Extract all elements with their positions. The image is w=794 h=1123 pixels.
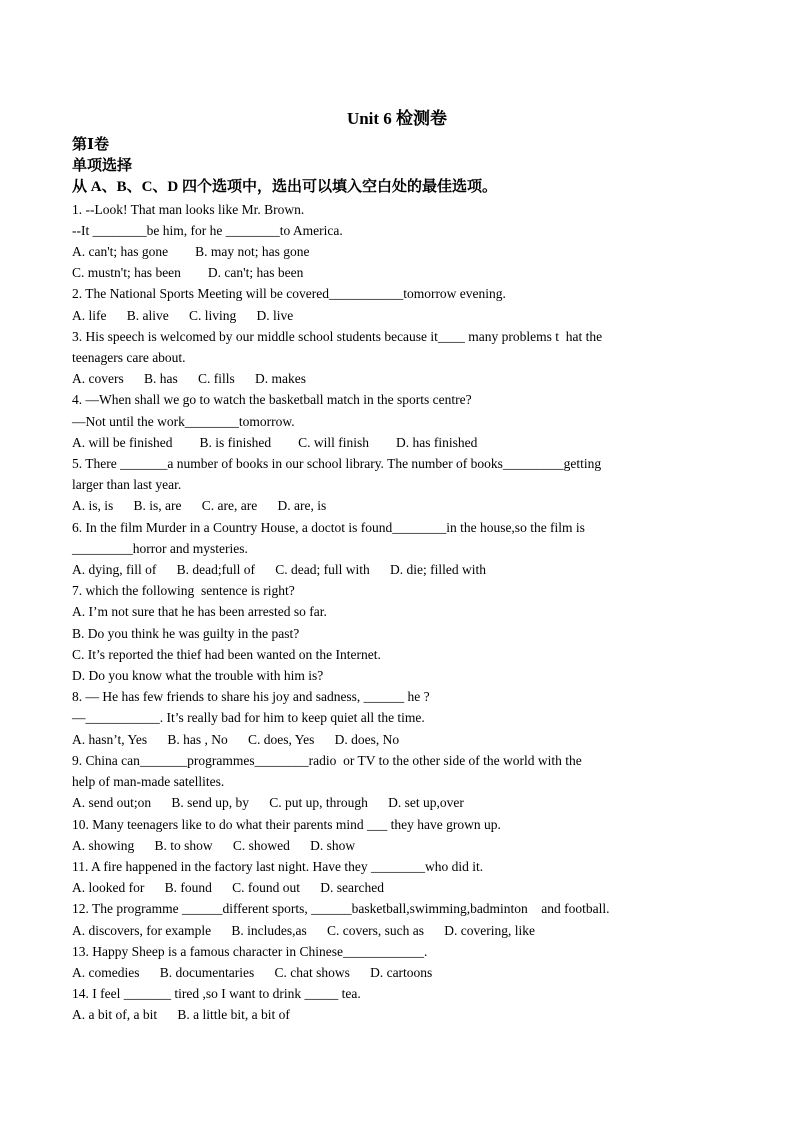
text-line: 9. China can_______programmes________radio or TV to the other side of the world with the bbox=[72, 752, 582, 768]
text-line: larger than last year. bbox=[72, 477, 182, 493]
text-line: 3. His speech is welcomed by our middle school students because it____ many problems t hat the bbox=[72, 328, 603, 344]
text-line: A. will be finished B. is finished C. will finish D. has finished bbox=[72, 434, 478, 450]
text-line: help of man-made satellites. bbox=[72, 774, 225, 790]
text-line: 13. Happy Sheep is a famous character in Chinese____________. bbox=[72, 943, 428, 959]
text-line: —Not until the work________tomorrow. bbox=[72, 413, 295, 429]
text-line: D. Do you know what the trouble with him is? bbox=[72, 668, 324, 684]
text-line: A. comedies B. documentaries C. chat shows D. cartoons bbox=[72, 964, 433, 980]
text-line: A. a bit of, a bit B. a little bit, a bit of bbox=[72, 1007, 290, 1023]
text-line: A. looked for B. found C. found out D. searched bbox=[72, 880, 384, 896]
text-line: C. mustn't; has been D. can't; has been bbox=[72, 265, 304, 281]
text-line: 11. A fire happened in the factory last night. Have they ________who did it. bbox=[72, 858, 484, 874]
text-line: A. covers B. has C. fills D. makes bbox=[72, 371, 306, 387]
page-title: Unit 6 检测卷 bbox=[346, 109, 448, 128]
text-line: teenagers care about. bbox=[72, 350, 186, 366]
text-line: 4. —When shall we go to watch the basketball match in the sports centre? bbox=[72, 392, 472, 408]
text-line: --It ________be him, for he ________to America. bbox=[72, 222, 343, 238]
text-line: A. send out;on B. send up, by C. put up, through D. set up,over bbox=[72, 795, 464, 811]
instruction: 从 A、B、C、D 四个选项中，选出可以填入空白处的最佳选项。 bbox=[72, 179, 498, 196]
text-line: A. hasn’t, Yes B. has , No C. does, Yes D. does, No bbox=[72, 731, 400, 747]
text-line: 14. I feel _______ tired ,so I want to drink _____ tea. bbox=[72, 986, 361, 1002]
text-line: 6. In the film Murder in a Country House, a doctot is found________in the house,so the film is bbox=[72, 519, 585, 535]
text-line: 10. Many teenagers like to do what their parents mind ___ they have grown up. bbox=[72, 816, 501, 832]
content bbox=[72, 135, 722, 1026]
text-line: —___________. It’s really bad for him to keep quiet all the time. bbox=[72, 710, 425, 726]
text-line: B. Do you think he was guilty in the past? bbox=[72, 625, 300, 641]
text-line: 7. which the following sentence is right? bbox=[72, 583, 295, 599]
text-line: 12. The programme ______different sports, ______basketball,swimming,badminton and football. bbox=[72, 901, 610, 917]
text-line: A. showing B. to show C. showed D. show bbox=[72, 837, 356, 853]
text-line: 5. There _______a number of books in our school library. The number of books_________getting bbox=[72, 456, 602, 472]
text-line: A. can't; has gone B. may not; has gone bbox=[72, 244, 310, 260]
text-line: 2. The National Sports Meeting will be covered___________tomorrow evening. bbox=[72, 286, 506, 302]
text-line: A. dying, fill of B. dead;full of C. dead; full with D. die; filled with bbox=[72, 562, 486, 578]
section-heading: 第Ⅰ卷 bbox=[72, 137, 110, 153]
text-line: A. life B. alive C. living D. live bbox=[72, 307, 294, 323]
text-line: C. It’s reported the thief had been wanted on the Internet. bbox=[72, 646, 381, 662]
text-line: _________horror and mysteries. bbox=[72, 540, 248, 556]
text-line: A. I’m not sure that he has been arrested so far. bbox=[72, 604, 327, 620]
text-line: 8. — He has few friends to share his joy and sadness, ______ he ? bbox=[72, 689, 430, 705]
text-line: A. is, is B. is, are C. are, are D. are, is bbox=[72, 498, 327, 514]
part-heading: 单项选择 bbox=[72, 158, 133, 175]
text-line: 1. --Look! That man looks like Mr. Brown. bbox=[72, 201, 305, 217]
text-line: A. discovers, for example B. includes,as C. covers, such as D. covering, like bbox=[72, 922, 536, 938]
